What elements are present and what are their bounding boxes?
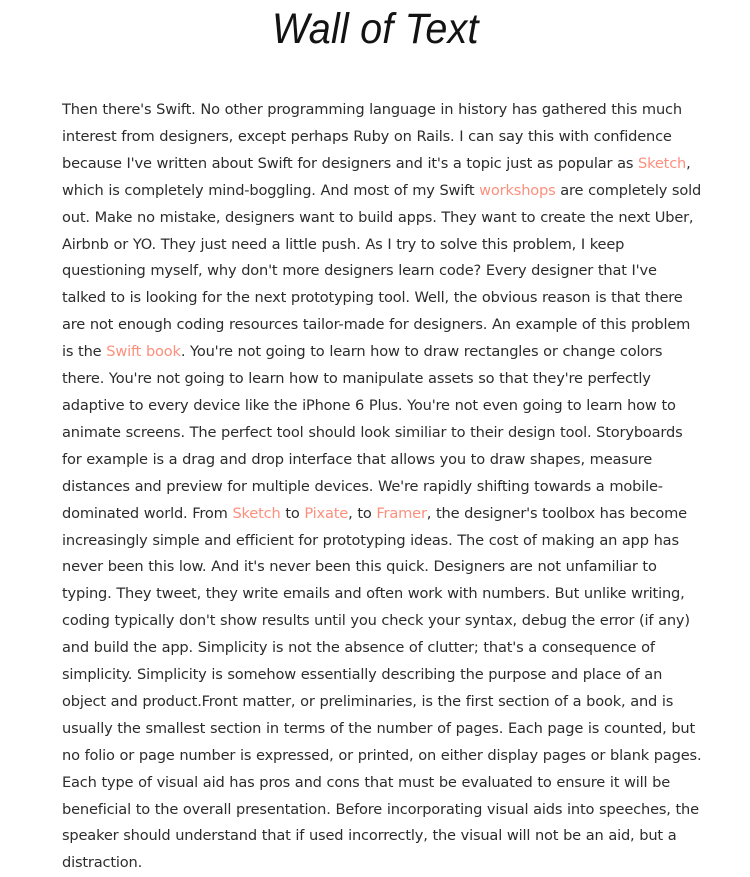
inline-link-2[interactable]: workshops xyxy=(479,181,556,199)
body-text-run: , to xyxy=(348,504,377,522)
body-text-run: . You're not going to learn how to draw rectangles or change colors there. You're not going to learn how to manipulate assets so that they're perfectly adaptive to every device like the iPhone 6 Plus. You're not even going to learn how to animate screens. The perfect tool should look similiar to their design tool. Storyboards for example is a drag and drop interface that allows you to draw shapes, measure distances and preview for multiple devices. We're rapidly shifting towards a mobile-dominated world. From xyxy=(62,343,683,522)
body-text-run: Then there's Swift. No other programming language in history has gathered this much interest from designers, except perhaps Ruby on Rails. I can say this with confidence because I've written about Swift for designers and it's a topic just as popular as xyxy=(62,101,682,172)
page-title: Wall of Text xyxy=(271,5,479,53)
body-text-run: , the designer's toolbox has become increasingly simple and efficient for prototyping ideas. The cost of making an app has never been this low. And it's never been this quick. Designers are not unfamiliar to typing. They tweet, they write emails and often work with numbers. But unlike writing, coding typically don't show results until you check your syntax, debug the error (if any) and build the app. Simplicity is not the absence of clutter; that's a consequence of simplicity. Simplicity is somehow essentially describing the purpose and place of an object and product.Front matter, or preliminaries, is the first section of a book, and is usually the smallest section in terms of the number of pages. Each page is counted, but no folio or page number is expressed, or printed, on either display pages or blank pages. Each type of visual aid has pros and cons that must be evaluated to ensure it will be beneficial to the overall presentation. Before incorporating visual aids into speeches, the speaker should understand that if used incorrectly, the visual will not be an aid, but a distraction. xyxy=(62,504,702,872)
body-text-run: , which is completely mind-boggling. And most of my Swift xyxy=(62,154,691,199)
inline-link-6[interactable]: Framer xyxy=(376,504,427,522)
body-text-run: to xyxy=(280,504,305,522)
inline-link-4[interactable]: Sketch xyxy=(232,504,281,522)
inline-link-5[interactable]: Pixate xyxy=(304,504,349,522)
body-text-run: are completely sold out. Make no mistake, designers want to build apps. They want to create the next Uber, Airbnb or YO. They just need a little push. As I try to solve this problem, I keep questioning myself, why don't more designers learn code? Every designer that I've talked to is looking for the next prototyping tool. Well, the obvious reason is that there are not enough coding resources tailor-made for designers. An example of this problem is the xyxy=(62,181,702,361)
inline-link-3[interactable]: Swift book xyxy=(106,343,181,361)
article-body xyxy=(62,97,702,877)
wall-of-text-paragraph xyxy=(62,97,702,877)
inline-link-1[interactable]: Sketch xyxy=(638,154,687,172)
page-header xyxy=(0,7,750,52)
